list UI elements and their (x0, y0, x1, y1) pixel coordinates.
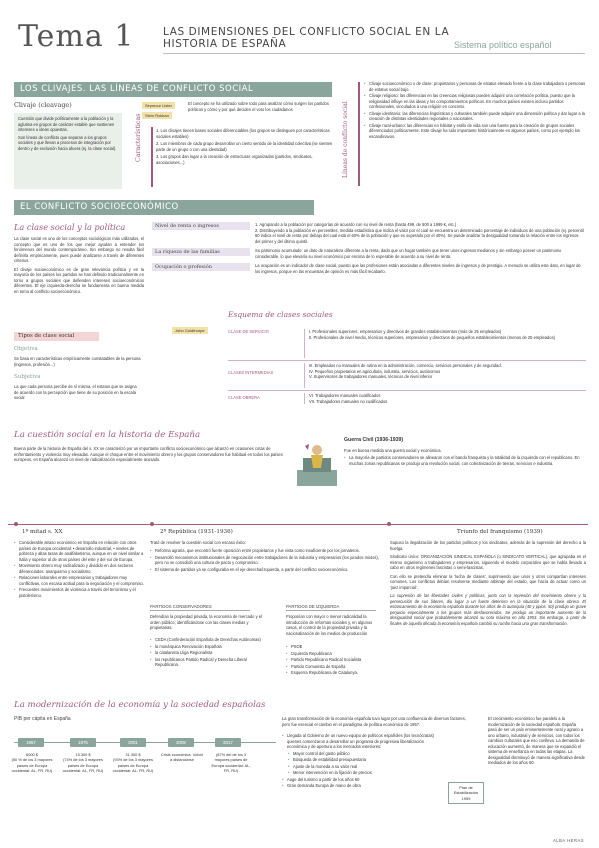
izq-title: PARTIDOS DE IZQUIERDA (286, 604, 376, 611)
clase-p1: La clase social es uno de los conceptos sociológicos más utilizados, el concepto que es uno de los que mejor ayudan a entender los fenómenos del mundo contemporáneo. Sin embargo no resulta fácil definirla empíricamente, pues puede analizarse a través de diferentes criterios. (14, 236, 144, 264)
scheme-item: II. Profesionales de nivel medio, técnicos superiores, empresarios y directivos de pequeños establecimientos (menos de 25 empleados) (309, 334, 555, 340)
transform-item: • Gran demanda Europa de mano de obra (282, 783, 442, 789)
objetiva-label: Objetiva (14, 346, 38, 352)
cons-text: Defendían la propiedad privada, la economía de mercado y el orden público; identificándose con las clases medias y propietarias. (150, 614, 262, 631)
cuestion-title: La cuestión social en la historia de España (14, 430, 201, 440)
pib-value: (87% del de los 3 mayores países de Europa occidental: AL, FR, RU) (211, 752, 251, 773)
clivaje-definition (14, 113, 122, 189)
criteria-text: La ocupación es un indicador de clase social, puesto que las profesiones están asociadas a diferentes niveles de ingresos y de prestigio. A menudo se utiliza este dato, en lugar de los ingresos, porque en las encuestas de opinión es más fácil recabarlo. (255, 263, 581, 274)
clase-p2: El clivaje socioeconómico es de gran relevancia política y en la mayoría de los países los partidos se han definido tradicionalmente en torno a grupos sociales que defienden intereses socioeconómicos diferentes. El eje izquierda-derecha se fundamenta en buena medida en torno al conflicto socioeconómico. (14, 266, 144, 294)
pib-year: 2001 (120, 738, 146, 747)
clivaje-text: Cuestión que divide políticamente a la población y la aglutina en grupos de carácter estable que sostienen intereses u ideas opuestas. (18, 116, 115, 133)
clase-paragraphs (14, 236, 144, 294)
pib-value: 6000 $ (50 % de los 3 mayores países de Europa occidental: AL, FR, RU) (11, 752, 53, 773)
civil-war-illustration (295, 440, 339, 488)
transform-list (282, 733, 442, 790)
growth-text: El crecimiento económico fue paralelo a la modernización de la sociedad española. España pasó de ser un país eminentemente rural y agrario a uno urbano, industrial y de servicios, con todos los cambios culturales que eso conlleva. La demanda de educación aumentó, de manera que se expandió el sistema de enseñanza en todas las etapas. La desigualdad disminuyó de manera significativa desde mediados de los años 50. (488, 716, 585, 766)
period-3-p1: Supuso la ilegalización de los partidos políticos y los sindicatos, además de la supresión del derecho a la huelga. (390, 540, 586, 551)
izq-item: • Partido Republicano Radical Socialista (286, 657, 382, 663)
plan-box: Plan de Estabilización 1959 (448, 782, 484, 804)
pib-value: Crisis económica. Volvió a distanciarse (160, 752, 204, 763)
modernizacion-title: La modernización de la economía y la sociedad españolas (14, 700, 266, 710)
footer-author: ALBA HERAS (553, 838, 585, 843)
author-lipset: Seymour Lister (142, 102, 175, 109)
subjetiva-label: Subjetiva (14, 374, 41, 380)
linea-item: • Clivaje rural-urbano: las diferencias en hábitat y estilo de vida son una fuente para la creación de grupos sociales diferenciados políticamente. Este clivaje ha sido importante históricamente en algunos países, como por ejemplo los escandinavos. (364, 123, 586, 140)
timeline-dot (14, 522, 18, 526)
period-1-bullet: • Movimiento obrero muy radicalizado y dividido en dos sectores diferenciados: anarquismo y socialismo. (14, 563, 144, 574)
header-rule (163, 53, 585, 54)
transform-item: • Ajuste de la moneda a su valor real (288, 764, 442, 770)
caract-item: 3. Los grupos dan lugar a la creación de estructuras organizadas (partidos, sindicatos, asociaciones...) (156, 154, 313, 165)
izq-item: • Esquerra Republicana de Catalunya. (286, 670, 382, 676)
tipos-title: Tipos de clase social (14, 332, 99, 341)
transform-item: • Llegada al Gobierno de un nuevo equipo de políticos españoles (los tecnócratas) quienes comenzaron a desarrollar un programa de progresiva liberalización económica y de apertura a los mercados exteriores: (282, 733, 442, 750)
class-scheme (228, 327, 586, 406)
subjetiva-text: La que cada persona percibe de sí misma, el estatus que se asigna de acuerdo con la percepción que tiene de su posición en la escala social (14, 384, 137, 401)
izq-text: Proponían con mayor o menor radicalidad la introducción de reformas sociales y, en algunos casos, el control de la propiedad privada y la nacionalización de los medios de producción (286, 614, 373, 636)
transform-text: La gran transformación de la economía española tuvo lugar por una confluencia de diversos factores, pero fue esencial el cambio en el paradigma de política económica de 1957. (282, 716, 466, 727)
period-3-p2: Sindicato único: ORGANIZACIÓN SINDICAL ESPAÑOLA (o SINDICATO VERTICAL), que agrupaba en el mismo organismo a trabajadores y empresarios, siguiendo el modelo corporativo que se había llevado a cabo en otros regímenes fascistas o semi-fascistas. (390, 554, 586, 571)
lineas-bracket (358, 82, 360, 186)
authors-text: El concepto se ha utilizado sobre todo para analizar cómo surgen los partidos políticos y cómo y por qué deciden el voto los ciudadanos (188, 101, 329, 112)
criteria-row (152, 222, 586, 244)
criteria-label: Nivel de renta o ingresos (152, 222, 250, 230)
period-2-bullet: • Reforma agraria, que encontró fuerte oposición entre propietarios y fue vista como insuficiente por los jornaleros. (150, 548, 380, 554)
period-1-bullet: • Frecuentes movimientos de violencia a través del terrorismo y el pistolerismo. (14, 587, 144, 598)
civil-bullet: • La mayoría de partidos conservadores se alinearon con el bando franquista y la totalidad de la izquierda con el republicano. En muchas zonas republicanas se produjo una revolución social, con colectivización de tierras, servicios e industria. (344, 455, 586, 466)
period-1-list (14, 540, 144, 599)
cuestion-intro: Buena parte de la historia de España del s. XX se caracterizó por un importante conflicto socioeconómico que alcanzó en ocasiones cotas de enfrentamiento y violencia muy elevadas. Aunque el choque entre el movimiento obrero y los grupos conservadores fue habitual en todos los países europeos, en España alcanzó un nivel de radicalización especialmente acusado. (14, 446, 283, 463)
civil-title: Guerra Civil (1936-1939) (344, 437, 404, 443)
cons-item: • la catalanista Lliga Regionalista (150, 650, 268, 656)
objetiva-text: Se basa en características empíricamente constatables de la persona (ingresos, profesión...) (14, 356, 141, 367)
scheme-row (228, 327, 586, 361)
pib-year: 1975 (70, 738, 96, 747)
clase-title: La clase social y la política (14, 222, 126, 232)
caract-label: Características (135, 113, 142, 162)
page-title: Tema 1 (18, 19, 135, 54)
criteria-label: La riqueza de las familias (152, 248, 250, 256)
scheme-item: VII. Trabajadores manuales no cualificados (309, 398, 388, 404)
period-2-bullet: • Desarrolló mecanismos institucionales de negociación entre trabajadores de la industria y empresarios (los jurados mixtos), pero no se consolidó una cultura de pacto y compromiso. (150, 555, 380, 566)
cons-item: • CEDA (Confederación Española de Derechas Autónomas) (150, 637, 268, 643)
timeline-line (8, 524, 588, 525)
timeline-dot (387, 522, 391, 526)
clivaje-text2: Son líneas de conflicto que separan a los grupos sociales y que llevan a procesos de integración por dentro y de exclusión hacia afuera (ej. la clase social). (18, 134, 117, 151)
criteria-label: Ocupación o profesión (152, 263, 250, 271)
pib-value: 15.300 $ (74% de los 3 mayores países de Europa occidental: AL, FR, RU) (62, 752, 104, 773)
izq-item: • Izquierda Republicana (286, 651, 382, 657)
pib-title: PIB per cápita en España (14, 716, 71, 722)
izq-item: • PSOE (286, 644, 382, 650)
period-3-p4: La supresión de las libertades civiles y políticas, junto con la represión del movimiento obrero y la persecución de sus líderes, dio lugar a un fuerte deterioro en la situación de la clase obrera. El estancamiento de la economía española durante los años de la autarquía (40 y ppios. 50) produjo un grave perjuicio especialmente a los grupos más desfavorecidos. Se produjo un importante aumento de la desigualdad social que probablemente alcanzó su cota máxima en año 1953. Sin embargo, a partir de finales de aquella década la economía española cambió su rumbo hacia una gran transformación. (390, 593, 586, 626)
scheme-item: I. Profesionales superiores, empresarios y directivos de grandes establecimientos (más de 25 empleados) (309, 329, 502, 334)
scheme-row (228, 361, 586, 391)
cons-item: • la monárquica Renovación Española (150, 644, 268, 650)
criteria-table (152, 222, 586, 274)
scheme-item: V. Supervisores de trabajadores manuales, técnicos de nivel inferior (309, 374, 433, 380)
cons-list (150, 637, 268, 669)
esquema-title: Esquema de clases sociales (228, 310, 333, 319)
scheme-items (304, 329, 555, 358)
header-subtitle (163, 26, 449, 50)
pib-year: 1957 (18, 738, 44, 747)
period-1-bullet: • Relaciones laborales entre empresarios y trabajadores muy conflictivas, con escasa actitud para la negociación y el compromiso. (14, 575, 144, 586)
scheme-class: CLASE DE SERVICIO (228, 329, 269, 334)
scheme-class: CLASES INTERMEDIAS (228, 370, 274, 375)
period-2-lead: Trató de resolver la cuestión social con escaso éxito: (150, 540, 246, 545)
header-subtitle-line1: LAS DIMENSIONES DEL CONFLICTO SOCIAL EN LA (163, 26, 450, 38)
pib-value: 31.300 $ (93% de los 3 mayores países de Europa occidental: AL, FR, RU) (112, 752, 154, 773)
izq-list (286, 644, 382, 677)
transform-item: • Mayor control del gasto público (288, 751, 442, 757)
cons-title: PARTIDOS CONSERVADORES (150, 604, 250, 611)
period-1-title: 1ª mitad s. XX (22, 529, 63, 535)
criteria-row (152, 263, 586, 274)
scheme-item: VI. Trabajadores manuales cualificados (309, 393, 381, 398)
header-subtitle-line2: HISTORIA DE ESPAÑA (163, 38, 287, 51)
period-3-body (390, 540, 586, 626)
scheme-item: III. Empleados no manuales de rutina en la administración, comercio, servicios personales y de seguridad. (309, 363, 502, 368)
transform-item: • Menor intervención en la fijación de precios (288, 770, 442, 776)
scheme-class: CLASE OBRERA (228, 395, 260, 400)
caract-item: 2. Los miembros de cada grupo desarrollan un cierto sentido de la identidad colectiva (se sienten parte de un grupo o con una identidad) (156, 141, 333, 152)
header-topic: Sistema político español (454, 40, 552, 50)
linea-item: • Clivaje identitario: las diferencias lingüísticas y culturales también puede adquirir una dimensión política y dar lugar a la creación de distintas identidades regionales o nacionales. (364, 111, 586, 122)
clivaje-title: Clivaje (cleavage) (14, 101, 72, 109)
civil-list (344, 455, 586, 467)
caract-item: 1. Los clivajes tienen bases sociales diferenciables (los grupos se distinguen por características sociales estables) (156, 128, 330, 139)
scheme-items (304, 393, 387, 404)
period-3-title: Triunfo del franquismo (1939) (457, 529, 543, 535)
criteria-row (152, 248, 586, 259)
period-1-bullet: • Considerable atraso económico en España en relación con otros países de Europa occidental: • desarrollo industrial, • niveles de pobreza y altas tasas de analfabetismo, aunque en un nivel similar a Italia y superior al de otros países del este y del sur de Europa. (14, 540, 144, 562)
criteria-text: Su patrimonio acumulado: un dato de naturaleza diferente a la renta, dado que un hogar también que tener unos ingresos medianos y sin embargo poseer un patrimonio considerable, lo que elevaría su nivel económico por encima de lo esperable de acuerdo a su nivel de renta. (255, 248, 562, 259)
pib-year: 2017 (215, 738, 241, 747)
pib-year: 2008 (168, 738, 194, 747)
caract-bracket (151, 127, 153, 187)
period-2-bullet: • El sistema de partidos ya se configuraba en el eje derecha/izquierda, a partir del conflicto socioeconómico. (150, 567, 380, 573)
criteria-text: 1. Agrupando a la población por categorías de acuerdo con su nivel de renta (hasta 499, de 500 a 1999 €, etc.) 2. Distribuyendo a la población en percentiles, medida estadística que indica el valor por el cual se encuentra un determinado porcentaje de individuos de una población (ej. percentil 60 indica el nivel de renta por debajo del cual está el 60% de la población y que es superado por el 40%). Se puede analizar la desigualdad tomando la relación entre los ingresos del primer y del último quintil. (255, 222, 584, 244)
caract-list (156, 128, 334, 165)
lineas-list (364, 81, 586, 140)
timeline-dot (150, 522, 154, 526)
transform-item: • Búsqueda de estabilidad presupuestaria (288, 757, 442, 763)
section-conflicto-bar: EL CONFLICTO SOCIOECONÓMICO (14, 200, 314, 215)
author-rokkan: Stein Rokkan (142, 112, 172, 119)
izq-item: • Partido Comunista de España (286, 664, 382, 670)
linea-item: • Clivaje religioso: las diferencias en las creencias religiosas pueden adquirir una correlación política, puesto que la religiosidad influye en las ideas y los comportamientos políticos. En muchos países existen incluso partidos confesionales, vinculados a una religión en concreto. (364, 93, 586, 110)
goldthorpe-tag: John Goldthorpe (172, 327, 208, 334)
section-clivajes-bar: LOS CLIVAJES. LAS LÍNEAS DE CONFLICTO SOCIAL (14, 82, 332, 97)
transform-item: • Auge del turismo a partir de los años 60 (282, 777, 442, 783)
scheme-row (228, 391, 586, 406)
period-2-list (150, 548, 380, 573)
scheme-items (304, 363, 502, 388)
lineas-label: Líneas de conflicto social (342, 101, 349, 178)
period-3-p3: Con ello se pretendía eliminar la 'lucha de clases', suprimiendo que unos y otros compartían intereses comunes. Los conflictos debían resolverse mediante arbitraje del estado, que hacía de actuar como un 'juez imparcial'. (390, 573, 586, 590)
cons-item: • los republicanos Partido Radical y Derecha Liberal Republicana. (150, 657, 268, 668)
civil-text: Fue en buena medida una guerra social y económica. (344, 448, 442, 453)
period-2-title: 2ª República (1931-1936) (160, 529, 233, 535)
scheme-item: IV. Pequeños propietarios en agricultura, industria, servicios, autónomos (309, 368, 441, 374)
linea-item: • Clivaje socioeconómico o de clase: propietarios y personas de estatus elevado frente a la clase trabajadora o personas de estatus social bajo. (364, 81, 586, 92)
